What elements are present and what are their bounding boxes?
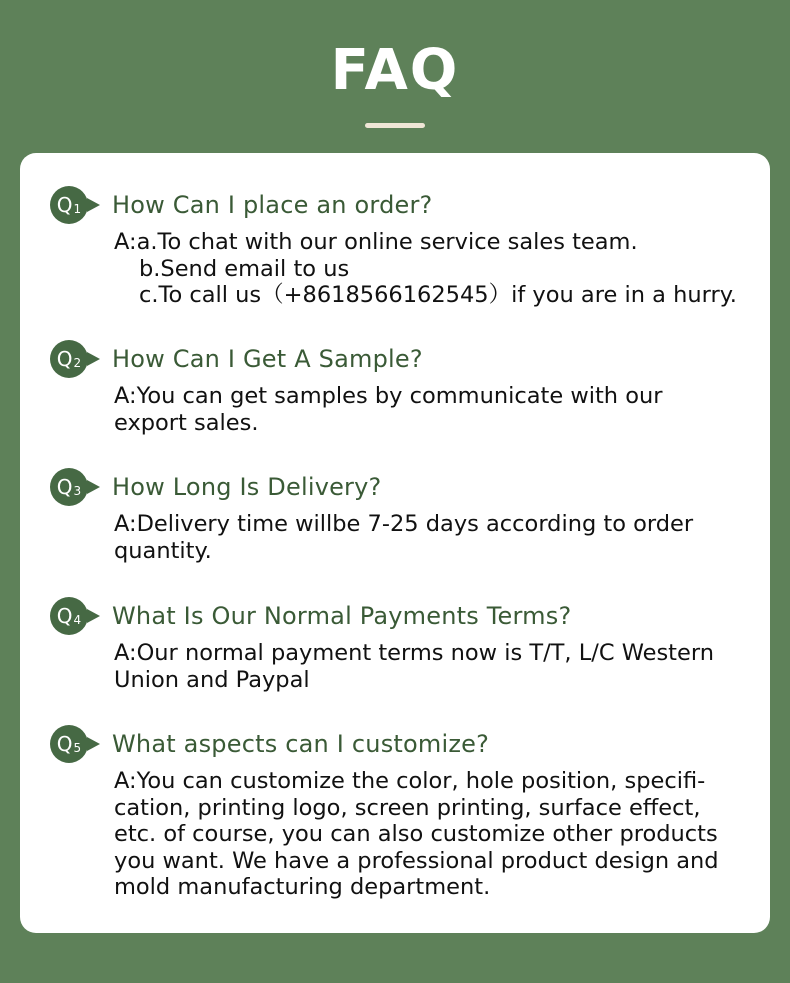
answer-line: mold manufacturing department.: [114, 874, 491, 900]
answer-line: cation, printing logo, screen printing, surface effect,: [114, 794, 701, 821]
faq-question: What aspects can I customize?: [112, 730, 490, 758]
answer-line: etc. of course, you can also customize other products: [114, 821, 718, 847]
answer-line: c.To call us（+8618566162545）if you are in a hurry.: [139, 282, 737, 308]
badge-number: 4: [73, 613, 82, 627]
badge-number: 3: [73, 484, 82, 498]
faq-answer: [114, 511, 750, 564]
badge-letter: Q: [56, 604, 73, 628]
badge-letter: Q: [56, 347, 73, 371]
q1-badge-icon: [50, 186, 88, 224]
q5-badge-icon: [50, 725, 88, 763]
badge-arrow-icon: [87, 480, 100, 494]
faq-answer: [114, 768, 750, 901]
badge-arrow-icon: [87, 198, 100, 212]
faq-answer: [114, 383, 750, 436]
badge-arrow-icon: [87, 352, 100, 366]
faq-question: How Can I Get A Sample?: [112, 345, 423, 373]
title-underline: [365, 123, 425, 128]
badge-number: 5: [73, 741, 82, 755]
badge-arrow-icon: [87, 609, 100, 623]
answer-line: A:Delivery time willbe 7-25 days according to order: [114, 511, 694, 537]
answer-line: A:You can get samples by communicate with our: [114, 383, 663, 409]
faq-answer: [114, 229, 750, 309]
faq-card: [20, 153, 770, 933]
faq-question: How Can I place an order?: [112, 191, 433, 219]
faq-item-5: [50, 722, 750, 901]
answer-line: A:a.To chat with our online service sales team.: [114, 229, 638, 255]
faq-item-1: [50, 183, 750, 309]
q2-badge-icon: [50, 340, 88, 378]
badge-number: 1: [73, 202, 82, 216]
answer-line: you want. We have a professional product design and: [114, 847, 719, 874]
faq-question: What Is Our Normal Payments Terms?: [112, 602, 572, 630]
badge-letter: Q: [56, 475, 73, 499]
answer-line: b.Send email to us: [139, 255, 350, 282]
faq-item-2: [50, 337, 750, 436]
answer-line: A:You can customize the color, hole position, specifi-: [114, 768, 706, 794]
faq-answer: [114, 640, 750, 693]
badge-number: 2: [73, 356, 82, 370]
badge-letter: Q: [56, 732, 73, 756]
faq-item-3: [50, 465, 750, 564]
badge-letter: Q: [56, 193, 73, 217]
faq-item-4: [50, 594, 750, 693]
answer-line: quantity.: [114, 537, 212, 564]
page-title: FAQ: [330, 38, 460, 103]
answer-line: export sales.: [114, 409, 259, 436]
answer-line: Union and Paypal: [114, 666, 310, 693]
badge-arrow-icon: [87, 737, 100, 751]
answer-line: A:Our normal payment terms now is T/T, L/C Western: [114, 640, 714, 666]
q4-badge-icon: [50, 597, 88, 635]
faq-question: How Long Is Delivery?: [112, 473, 382, 501]
q3-badge-icon: [50, 468, 88, 506]
